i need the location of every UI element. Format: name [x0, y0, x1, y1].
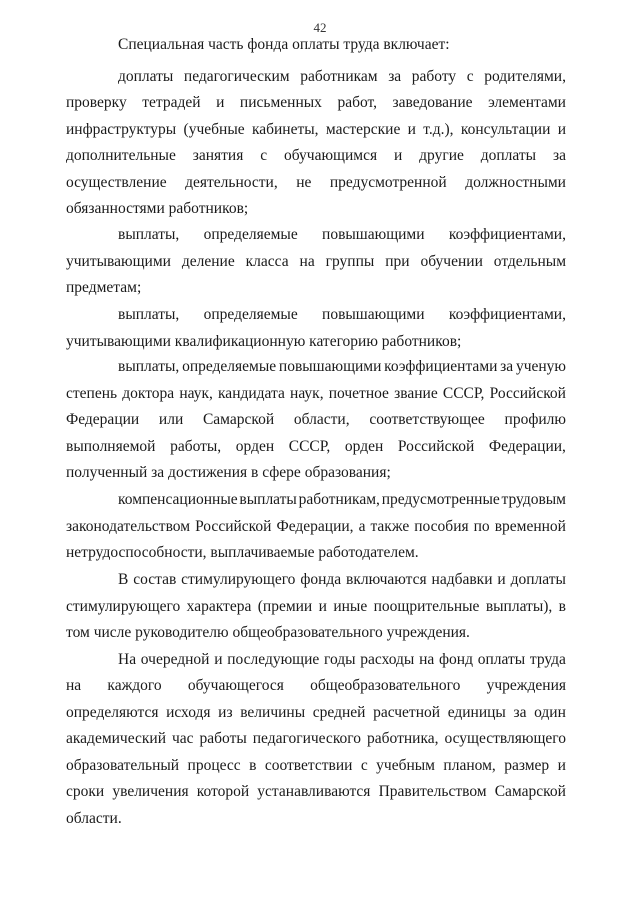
page-number: 42	[313, 20, 327, 35]
text-line: Федерации или Самарской области, соответствующее профилю	[66, 411, 566, 428]
text-line: инфраструктуры (учебные кабинеты, мастерские и т.д.), консультации и	[66, 121, 566, 138]
text-line: выплаты, определяемые повышающими коэффициентами,	[118, 306, 566, 323]
text-line: сроки увеличения которой устанавливаются Правительством Самарской	[66, 783, 566, 800]
text-line: осуществление деятельности, не предусмотренной должностными	[66, 174, 566, 191]
text-line: обязанностями работников;	[66, 200, 249, 217]
text-line: Специальная часть фонда оплаты труда включает:	[118, 36, 450, 53]
text-line: предметам;	[66, 279, 142, 296]
text-line: полученный за достижения в сфере образования;	[66, 464, 391, 481]
text-line: учитывающими квалификационную категорию работников;	[66, 333, 462, 350]
text-line: На очередной и последующие годы расходы на фонд оплаты труда	[118, 651, 566, 668]
text-line: стимулирующего характера (премии и иные поощрительные выплаты), в	[66, 598, 566, 615]
text-line: законодательством Российской Федерации, а также пособия по временной	[66, 518, 566, 535]
text-line: определяются исходя из величины средней расчетной единицы за один	[66, 704, 566, 721]
text-line: В состав стимулирующего фонда включаются надбавки и доплаты	[118, 571, 566, 588]
text-line: выплаты, определяемые повышающими коэффициентами,	[118, 226, 566, 243]
text-line: учитывающими деление класса на группы при обучении отдельным	[66, 253, 566, 270]
text-line: выполняемой работы, орден СССР, орден Российской Федерации,	[66, 438, 566, 455]
text-line: доплаты педагогическим работникам за работу с родителями,	[118, 68, 566, 85]
text-line: компенсационные выплаты работникам, предусмотренные трудовым	[118, 491, 566, 508]
text-line: дополнительные занятия с обучающимся и другие доплаты за	[66, 147, 566, 164]
text-line: образовательный процесс в соответствии с учебным планом, размер и	[66, 757, 566, 774]
text-line: выплаты, определяемые повышающими коэффициентами за ученую	[118, 358, 566, 375]
text-line: том числе руководителю общеобразовательного учреждения.	[66, 624, 470, 641]
text-line: области.	[66, 810, 122, 827]
text-line: нетрудоспособности, выплачиваемые работодателем.	[66, 544, 419, 561]
text-line: проверку тетрадей и письменных работ, заведование элементами	[66, 94, 566, 111]
text-line: академический час работы педагогического работника, осуществляющего	[66, 730, 566, 747]
text-line: на каждого обучающегося общеобразовательного учреждения	[66, 677, 566, 694]
text-line: степень доктора наук, кандидата наук, почетное звание СССР, Российской	[66, 385, 566, 402]
